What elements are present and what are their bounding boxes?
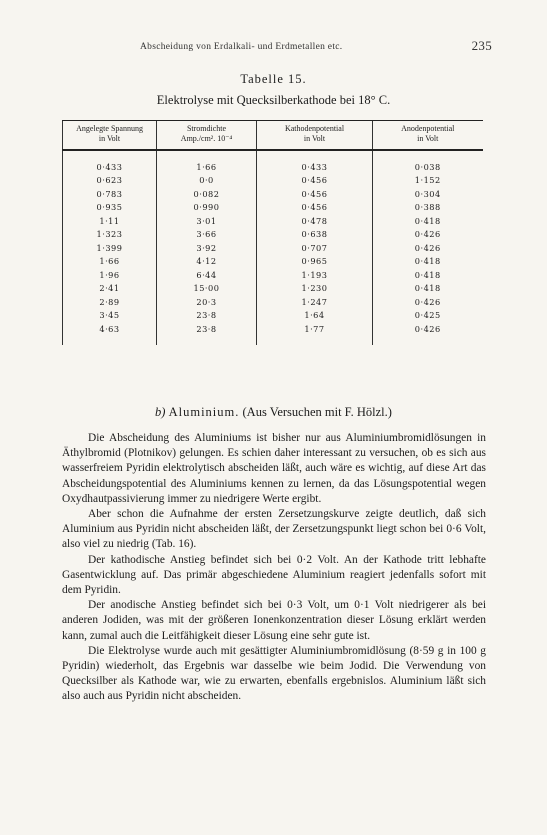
table-cell: 1·11	[63, 214, 157, 228]
table-cell: 0·935	[63, 201, 157, 215]
table-subtitle: Elektrolyse mit Quecksilberkathode bei 18° C.	[156, 93, 391, 107]
body-text	[62, 431, 486, 705]
table-cell: 15·00	[157, 282, 257, 296]
table-row	[63, 160, 483, 174]
table-cell: 4·63	[63, 322, 157, 336]
table-cell: 1·247	[257, 295, 373, 309]
table-row	[63, 201, 483, 215]
table-cell: 0·478	[257, 214, 373, 228]
table-row	[63, 282, 483, 296]
table-cell: 0·433	[257, 160, 373, 174]
table-body	[63, 150, 483, 345]
table-cell: 0·388	[373, 201, 483, 215]
column-header: Stromdichte Amp./cm². 10⁻⁴	[157, 121, 257, 151]
page-number: 235	[471, 38, 492, 53]
table-cell: 0·426	[373, 295, 483, 309]
table-cell: 0·965	[257, 255, 373, 269]
table-row	[63, 255, 483, 269]
table-row	[63, 295, 483, 309]
table-cell: 1·152	[373, 174, 483, 188]
table-cell: 1·230	[257, 282, 373, 296]
column-header: Angelegte Spannung in Volt	[63, 121, 157, 151]
table-cell: 0·433	[63, 160, 157, 174]
column-header: Kathodenpotential in Volt	[257, 121, 373, 151]
table-cell: 0·456	[257, 174, 373, 188]
table-cell: 0·623	[63, 174, 157, 188]
paragraph: Aber schon die Aufnahme der ersten Zersetzungskurve zeigte deutlich, daß sich Aluminium aus Pyridin nicht abscheiden läßt, der Zersetzungspunkt liegt schon bei 0·6 Volt, also viel zu niedrig (Tab. 16).	[62, 508, 486, 551]
table-cell: 0·456	[257, 187, 373, 201]
table-caption: Tabelle 15.	[240, 72, 307, 86]
table-cell: 0·304	[373, 187, 483, 201]
section-note: (Aus Versuchen mit F. Hölzl.)	[242, 405, 392, 419]
table-cell: 2·41	[63, 282, 157, 296]
table-cell: 0·426	[373, 228, 483, 242]
paragraph: Der kathodische Anstieg befindet sich bei 0·2 Volt. An der Kathode tritt lebhafte Gasentwicklung auf. Das primär abgeschiedene Aluminium reagiert jedenfalls sofort mit dem Pyridin.	[62, 553, 486, 597]
table-cell: 1·66	[157, 160, 257, 174]
table-cell: 1·96	[63, 268, 157, 282]
table-cell: 0·418	[373, 255, 483, 269]
section-heading	[0, 405, 547, 420]
table-row	[63, 174, 483, 188]
paragraph: Der anodische Anstieg befindet sich bei 0·3 Volt, um 0·1 Volt niedrigerer als bei anderen Jodiden, was mit der größeren Ionenkonzentration dieser Lösung erklärt werden kann, zumal auch die Leitfähigkeit dieser Lösung eine sehr gute ist.	[62, 599, 486, 642]
table-cell: 0·425	[373, 309, 483, 323]
table-header-row	[63, 121, 483, 151]
paragraph: Die Elektrolyse wurde auch mit gesättigter Aluminiumbromidlösung (8·59 g in 100 g Pyridin) wiederholt, das Ergebnis war dasselbe wie beim Jodid. Die Verwendung von Quecksilber als Kathode war, wie zu erwarten, ebenfalls ergebnislos. Aluminium läßt sich also auch aus Pyridin nicht abscheiden.	[62, 644, 486, 703]
table-cell: 2·89	[63, 295, 157, 309]
table-cell: 1·77	[257, 322, 373, 336]
table-row	[63, 309, 483, 323]
table-cell: 0·418	[373, 268, 483, 282]
table-cell: 3·92	[157, 241, 257, 255]
table-cell: 1·399	[63, 241, 157, 255]
table-row	[63, 187, 483, 201]
paragraph: Die Abscheidung des Aluminiums ist bisher nur aus Aluminiumbromidlösungen in Äthylbromid (Plotnikov) gelungen. Es schien daher interessant zu versuchen, ob es sich aus wasserfreiem Pyridin elektrolytisch abscheiden läßt, auch wäre es wichtig, auf diese Art das Abscheidungspotential des Aluminiums kennen zu lernen, da das Lösungspotential wegen Oxydhautpassivierung immer zu niedrigere Werte ergibt.	[62, 432, 486, 505]
table-cell: 0·456	[257, 201, 373, 215]
running-title: Abscheidung von Erdalkali- und Erdmetallen etc.	[140, 42, 343, 52]
table-row	[63, 268, 483, 282]
table-cell: 0·0	[157, 174, 257, 188]
table-row	[63, 228, 483, 242]
table-cell: 0·038	[373, 160, 483, 174]
table-cell: 1·66	[63, 255, 157, 269]
column-header: Anodenpotential in Volt	[373, 121, 483, 151]
table-cell: 6·44	[157, 268, 257, 282]
table-cell: 1·193	[257, 268, 373, 282]
table-cell: 0·638	[257, 228, 373, 242]
table-cell: 0·082	[157, 187, 257, 201]
data-table	[62, 120, 483, 345]
table-cell: 3·01	[157, 214, 257, 228]
table-cell: 0·426	[373, 322, 483, 336]
table-cell: 23·8	[157, 309, 257, 323]
table-cell: 4·12	[157, 255, 257, 269]
table-cell: 0·418	[373, 282, 483, 296]
section-label: b)	[155, 405, 166, 419]
table-row	[63, 241, 483, 255]
table-cell: 3·45	[63, 309, 157, 323]
table-cell: 3·66	[157, 228, 257, 242]
table-row	[63, 322, 483, 336]
table-cell: 0·426	[373, 241, 483, 255]
table-cell: 0·783	[63, 187, 157, 201]
table-cell: 23·8	[157, 322, 257, 336]
table-cell: 0·990	[157, 201, 257, 215]
table-cell: 1·323	[63, 228, 157, 242]
table-cell: 0·418	[373, 214, 483, 228]
table-cell: 20·3	[157, 295, 257, 309]
table-cell: 0·707	[257, 241, 373, 255]
table-cell: 1·64	[257, 309, 373, 323]
section-title: Aluminium.	[168, 405, 240, 419]
table-row	[63, 214, 483, 228]
